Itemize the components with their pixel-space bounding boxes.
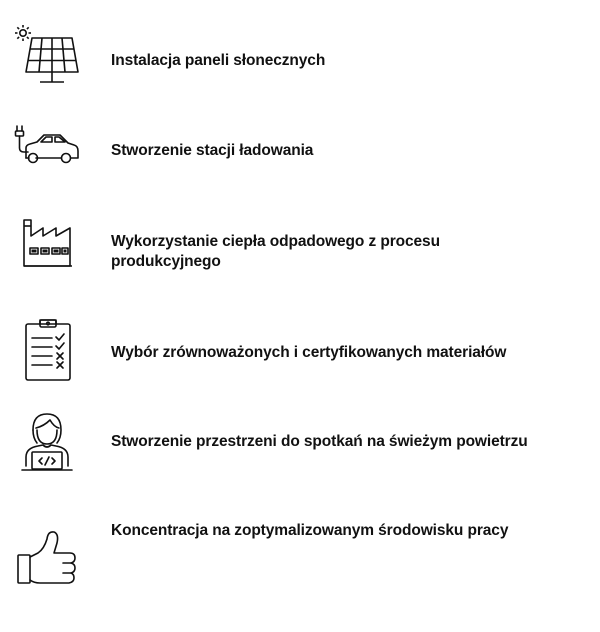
item-label-work-environment: Koncentracja na zoptymalizowanym środowisku pracy: [111, 522, 509, 539]
item-label-solar: Instalacja paneli słonecznych: [111, 52, 326, 69]
thumbs-up-icon: [14, 523, 82, 591]
solar-panel-icon: [14, 22, 82, 90]
developer-person-icon: [14, 408, 82, 476]
item-label-factory: Wykorzystanie ciepła odpadowego z procesu produkcyjnego: [111, 233, 440, 270]
item-label-outdoor: Stworzenie przestrzeni do spotkań na świeżym powietrzu: [111, 433, 528, 450]
electric-car-icon: [14, 118, 82, 186]
item-label-charging: Stworzenie stacji ładowania: [111, 142, 314, 159]
checklist-clipboard-icon: [14, 316, 82, 384]
factory-icon: [14, 208, 82, 276]
item-label-materials: Wybór zrównoważonych i certyfikowanych materiałów: [111, 344, 507, 361]
